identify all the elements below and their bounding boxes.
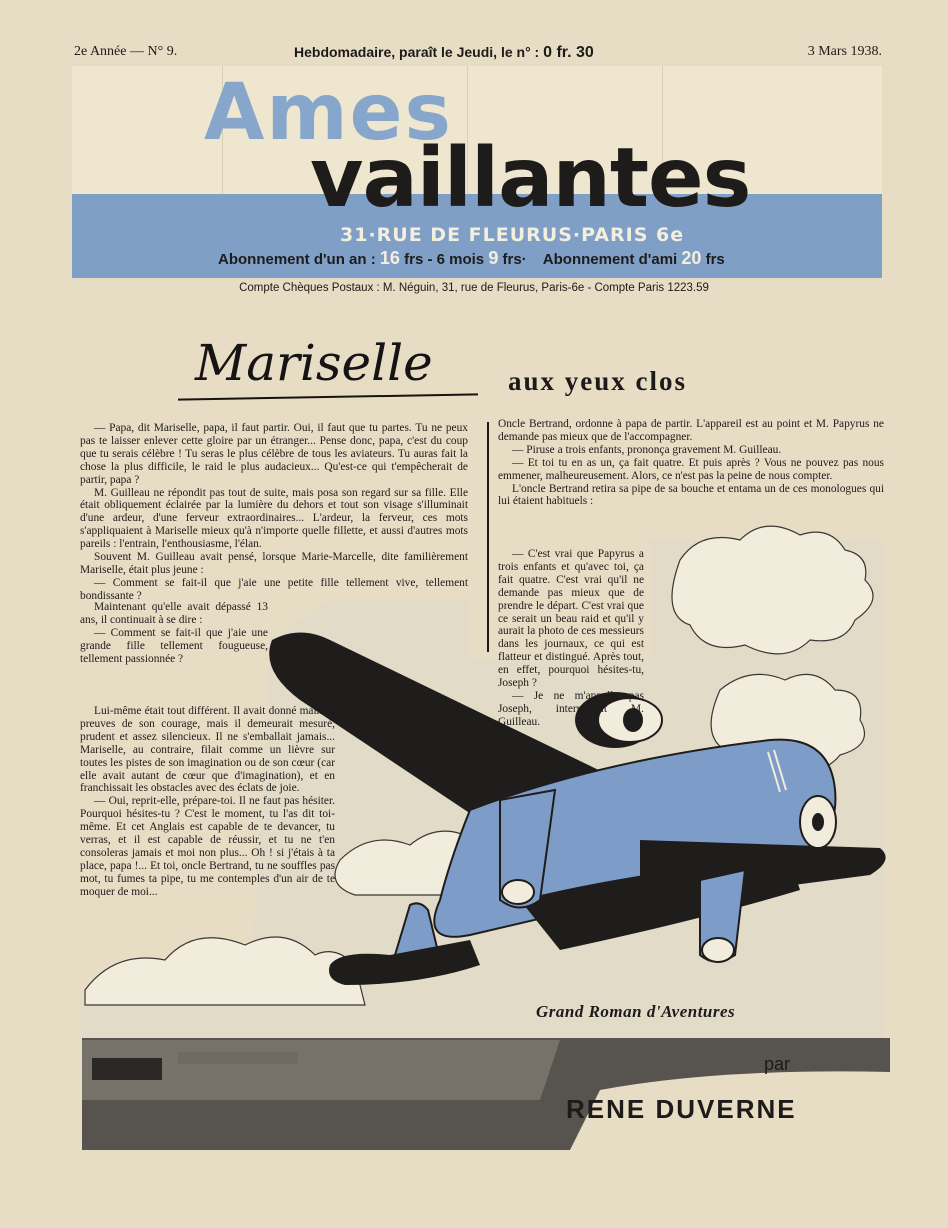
story-title: Mariselle [195, 334, 433, 392]
subscription-prefix: Abonnement d'un an : [218, 251, 376, 268]
text-column-left-bottom [80, 705, 335, 899]
paragraph: Lui-même était tout différent. Il avait donné maintes preuves de son courage, mais il demeurait mesuré, prudent et assez silencieux. Il ne s'emballait jamais... Mariselle, au contraire, filait comme un lièvre sur toutes les pistes de son imagination ou de son cœur (car elle avait autant de cœur que d'imagination), et en franchissait les obstacles avec des éclats de joie. [80, 705, 335, 795]
hangar [92, 1058, 162, 1080]
text-column-left-middle [80, 601, 268, 666]
column-divider [487, 422, 489, 652]
paragraph: — Et toi tu en as un, ça fait quatre. Et puis après ? Vous ne pouvez pas nous emmener, malheureusement. Alors, ce n'est pas la peine de nous compter. [498, 456, 884, 482]
subscription-mid2: frs· [502, 251, 527, 268]
friend-subscription-price: 20 [681, 248, 702, 268]
frequency-text: Hebdomadaire, paraît le Jeudi, le n° : [294, 44, 540, 60]
paragraph: M. Guilleau ne répondit pas tout de suite, mais posa son regard sur sa fille. Elle était obliquement éclairée par la lumière du dehors et tout son visage s'illuminait d'une ardeur, d'une ferveur extraordinaires... L'ardeur, la ferveur, ces mots s'appliquaient à Mariselle mieux qu'à n'importe quelle fillette, et aussi d'autres mots pareils : l'entrain, l'enthousiasme, l'élan. [80, 486, 468, 551]
friend-subscription-label: Abonnement d'ami [542, 251, 678, 268]
masthead-title-vaillantes: vaillantes [310, 131, 751, 226]
paragraph: Maintenant qu'elle avait dépassé 13 ans, il continuait à se dire : [80, 601, 268, 626]
subscription-mid: frs - 6 mois [404, 251, 485, 268]
masthead-address: 31·RUE DE FLEURUS·PARIS 6e [340, 224, 685, 246]
issue-date: 3 Mars 1938. [807, 44, 882, 59]
paragraph: Oncle Bertrand, ordonne à papa de partir. L'appareil est au point et M. Papyrus ne demande pas mieux que de l'accompagner. [498, 418, 884, 443]
postal-account-line: Compte Chèques Postaux : M. Néguin, 31, rue de Fleurus, Paris-6e - Compte Paris 1223.59 [239, 282, 709, 294]
paragraph: — C'est vrai que Papyrus a trois enfants et qu'avec toi, ça fait quatre. C'est vrai qu'il ne demande pas mieux que de prendre le départ. C'est vrai que ce serait un beau raid et qu'il y aurait la photo de ces messieurs dans les journaux, ce qui est flatteur et distingué. Après tout, en effet, pourquoi hésites-tu, Joseph ? [498, 548, 644, 690]
text-column-right-bottom [498, 548, 644, 729]
engine-right-hub [812, 813, 824, 831]
subscription-year-price: 16 [379, 248, 400, 268]
genre-label: Grand Roman d'Aventures [536, 1002, 736, 1021]
paragraph: — Piruse a trois enfants, prononça gravement M. Guilleau. [512, 443, 782, 456]
left-wheel [502, 880, 534, 904]
paragraph: Souvent M. Guilleau avait pensé, lorsque Marie-Marcelle, dite familièrement Mariselle, était plus jeune : [80, 551, 468, 576]
hangar [178, 1052, 298, 1064]
paragraph: — Comment se fait-il que j'aie une petite fille tellement vive, tellement bondissante ? [80, 576, 468, 602]
right-wheel [702, 938, 734, 962]
issue-price: 0 fr. 30 [543, 44, 594, 61]
text-column-left-top [80, 422, 468, 603]
by-label: par [764, 1054, 791, 1074]
friend-subscription-unit: frs [705, 251, 725, 268]
paragraph: — Oui, reprit-elle, prépare-toi. Il ne faut pas hésiter. Pourquoi hésites-tu ? C'est le moment, tu l'as dit toi-même. Et cet Anglais est capable de te devancer, tu verras, et il est capable de réussir, et tu ne t'en consoleras jamais et moi non plus... Oh ! si j'étais à ta place, papa !... Et toi, oncle Bertrand, tu ne souffles pas mot, tu fumes ta pipe, tu me contemples d'un air de te moquer de moi... [80, 795, 335, 898]
author-name: RENE DUVERNE [566, 1094, 797, 1124]
subscription-half-price: 9 [488, 248, 499, 268]
paragraph: — Comment se fait-il que j'aie une grande fille tellement fougueuse, tellement passionnée ? [80, 626, 268, 665]
masthead-title-ames: Ames [204, 68, 453, 158]
paragraph: L'oncle Bertrand retira sa pipe de sa bouche et entama un de ces monologues qui lui étaient habituels : [498, 482, 884, 508]
issue-number: 2e Année — N° 9. [74, 44, 178, 59]
paragraph: — Papa, dit Mariselle, papa, il faut partir. Oui, il faut que tu partes. Tu ne peux pas te laisser enlever cette gloire par un étranger... Pense donc, papa, c'est du coup que tu serais célèbre ! Tu seras le plus célèbre de tous les aviateurs. Tu auras fait la chose la plus difficile, le raid le plus audacieux... Qu'est-ce qui t'empêcherait de partir, papa ? [80, 422, 468, 486]
story-subtitle: aux yeux clos [508, 366, 688, 396]
text-column-right-top [498, 418, 884, 508]
paragraph: — Je ne m'appelle pas Joseph, interrompit M. Guilleau. [498, 689, 644, 728]
